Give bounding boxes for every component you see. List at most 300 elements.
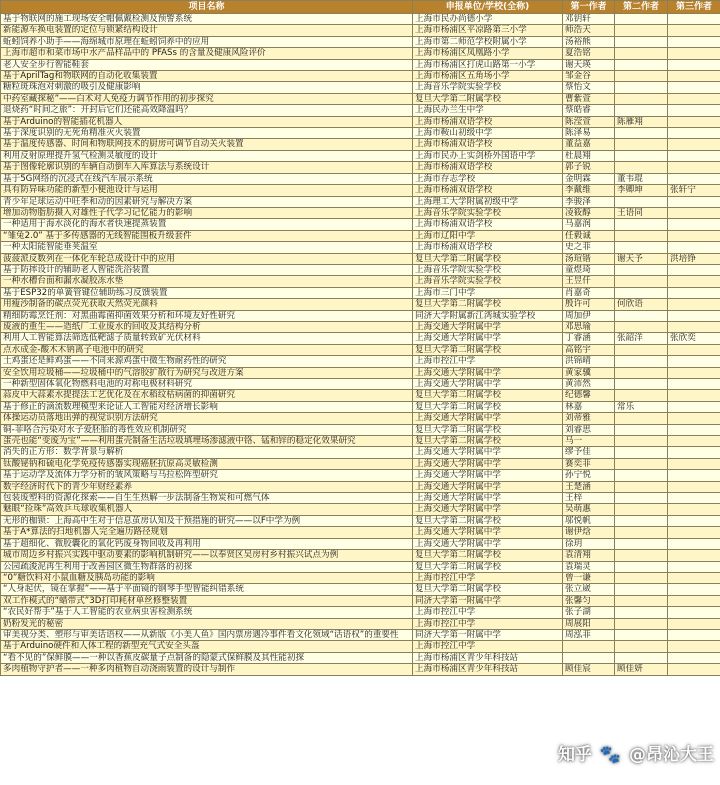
cell-first-author: 陈泽易 bbox=[563, 128, 615, 139]
cell-school: 复旦大学第二附属学校 bbox=[413, 436, 563, 447]
cell-project: 基于Arduino的智能插花机器人 bbox=[1, 116, 413, 127]
cell-third-author bbox=[668, 242, 720, 253]
cell-second-author: 王语同 bbox=[615, 207, 668, 218]
cell-third-author bbox=[668, 504, 720, 515]
table-row bbox=[1, 93, 720, 104]
cell-school: 上海音乐学院实验学校 bbox=[413, 207, 563, 218]
cell-second-author: 顾佳妍 bbox=[615, 664, 668, 675]
cell-project: 一种新型固体氧化物燃料电池的对称电极材料研究 bbox=[1, 379, 413, 390]
cell-school: 复旦大学第二附属学校 bbox=[413, 93, 563, 104]
cell-first-author: 刘睿思 bbox=[563, 424, 615, 435]
cell-school: 上海交通大学附属中学 bbox=[413, 527, 563, 538]
cell-school: 上海市第二师范学校附属小学 bbox=[413, 36, 563, 47]
table-row bbox=[1, 207, 720, 218]
table-row bbox=[1, 481, 720, 492]
cell-second-author bbox=[615, 344, 668, 355]
cell-project: 基于图像轮廓识别的车辆自动倒车入库算法与系统设计 bbox=[1, 162, 413, 173]
table-row bbox=[1, 561, 720, 572]
cell-second-author bbox=[615, 538, 668, 549]
cell-first-author: 郭子锐 bbox=[563, 162, 615, 173]
cell-school: 上海市杨浦双语学校 bbox=[413, 139, 563, 150]
cell-second-author bbox=[615, 36, 668, 47]
col-header-school: 申报单位/学校(全称) bbox=[413, 1, 563, 14]
cell-project: 用瘦沙制备的碳点荧光获取天然荧光颜料 bbox=[1, 299, 413, 310]
cell-project: 铜-菲咯合污染对水子爱胚胎的毒性效应机制研究 bbox=[1, 424, 413, 435]
cell-school: 同济大学第一附属中学 bbox=[413, 595, 563, 606]
cell-first-author: 缪予佳 bbox=[563, 447, 615, 458]
table-row bbox=[1, 447, 720, 458]
cell-school: 上海市民办尚德小学 bbox=[413, 14, 563, 25]
cell-school: 上海交通大学附属中学 bbox=[413, 367, 563, 378]
cell-first-author bbox=[563, 652, 615, 663]
cell-school: 上海市控江中学 bbox=[413, 641, 563, 652]
cell-third-author bbox=[668, 150, 720, 161]
cell-school: 复旦大学第二附属学校 bbox=[413, 424, 563, 435]
cell-second-author bbox=[615, 150, 668, 161]
table-row bbox=[1, 367, 720, 378]
cell-project: 一种太阳能智能垂荚温室 bbox=[1, 242, 413, 253]
cell-second-author bbox=[615, 607, 668, 618]
cell-project: 土鸡蛋还是鲜鸡蛋——不同来源鸡蛋中微生物耐药性的研究 bbox=[1, 356, 413, 367]
watermark-at: @ bbox=[629, 745, 646, 765]
cell-second-author bbox=[615, 618, 668, 629]
cell-project: 糖粒斑珠泡对刺激的吸引及健康影响 bbox=[1, 82, 413, 93]
cell-project: 基于防摔设计的辅助老人智能洗浴装置 bbox=[1, 264, 413, 275]
cell-third-author bbox=[668, 595, 720, 606]
cell-school: 上海交通大学附属中学 bbox=[413, 447, 563, 458]
cell-third-author bbox=[668, 527, 720, 538]
cell-third-author bbox=[668, 230, 720, 241]
cell-project: 退烧药“时间之旅”：开封后它们还能高效降温吗？ bbox=[1, 105, 413, 116]
cell-third-author bbox=[668, 162, 720, 173]
cell-second-author: 陈雁翔 bbox=[615, 116, 668, 127]
cell-third-author bbox=[668, 48, 720, 59]
cell-second-author bbox=[615, 390, 668, 401]
cell-third-author bbox=[668, 550, 720, 561]
cell-project: 数字经济时代下的青少年财经素养 bbox=[1, 481, 413, 492]
cell-second-author bbox=[615, 356, 668, 367]
cell-first-author: 任毅诚 bbox=[563, 230, 615, 241]
table-row bbox=[1, 242, 720, 253]
cell-third-author bbox=[668, 607, 720, 618]
table-row bbox=[1, 82, 720, 93]
cell-project: 包装废塑料的资源化探索——自生生热解一步法制备生物炭和可燃气体 bbox=[1, 493, 413, 504]
table-row bbox=[1, 105, 720, 116]
cell-third-author bbox=[668, 652, 720, 663]
cell-project: 无形的枷锁：上海高中生对于信息茧房认知及干预措施的研究——以F中学为例 bbox=[1, 515, 413, 526]
cell-first-author: 师浩天 bbox=[563, 25, 615, 36]
cell-school: 上海交通大学附属中学 bbox=[413, 470, 563, 481]
table-row bbox=[1, 150, 720, 161]
table-row bbox=[1, 607, 720, 618]
table-row bbox=[1, 401, 720, 412]
table-row bbox=[1, 379, 720, 390]
table-row bbox=[1, 14, 720, 25]
table-body bbox=[1, 14, 720, 676]
cell-school: 上海交通大学附属中学 bbox=[413, 493, 563, 504]
cell-school: 上海市杨浦双语学校 bbox=[413, 116, 563, 127]
cell-project: “农民好帮手”基于人工智能的农业病虫害检测系统 bbox=[1, 607, 413, 618]
cell-school: 上海市杨浦区五角场小学 bbox=[413, 71, 563, 82]
cell-first-author: 汤瑄锴 bbox=[563, 253, 615, 264]
cell-third-author bbox=[668, 310, 720, 321]
cell-first-author: 金明霖 bbox=[563, 173, 615, 184]
table-row bbox=[1, 310, 720, 321]
cell-second-author bbox=[615, 527, 668, 538]
table-row bbox=[1, 333, 720, 344]
cell-first-author: 邹金谷 bbox=[563, 71, 615, 82]
cell-school: 上海市民办上实剑桥外国语中学 bbox=[413, 150, 563, 161]
cell-first-author: 汤裕熊 bbox=[563, 36, 615, 47]
table-row bbox=[1, 185, 720, 196]
cell-project: 多肉植物守护者——一种多肉植物自动浇雨装置的设计与制作 bbox=[1, 664, 413, 675]
cell-school: 复旦大学第二附属学校 bbox=[413, 299, 563, 310]
cell-school: 上海市控江中学 bbox=[413, 356, 563, 367]
cell-school: 上海市杨浦双语学校 bbox=[413, 242, 563, 253]
cell-first-author: 马嘉润 bbox=[563, 219, 615, 230]
cell-first-author: 殷许可 bbox=[563, 299, 615, 310]
cell-school: 复旦大学第二附属学校 bbox=[413, 584, 563, 595]
cell-third-author bbox=[668, 116, 720, 127]
cell-second-author bbox=[615, 105, 668, 116]
table-row bbox=[1, 413, 720, 424]
cell-school: 上海市杨浦区凤凰路小学 bbox=[413, 48, 563, 59]
cell-school: 复旦大学第二附属学校 bbox=[413, 515, 563, 526]
cell-third-author bbox=[668, 481, 720, 492]
cell-school: 上海市控江中学 bbox=[413, 572, 563, 583]
watermark bbox=[558, 740, 714, 765]
cell-project: 基于深度识别的无死角精准灭火装置 bbox=[1, 128, 413, 139]
cell-project: 蚯蚓饲养小助手——海绵城市原理在蚯蚓饲养中的应用 bbox=[1, 36, 413, 47]
cell-second-author bbox=[615, 584, 668, 595]
cell-first-author: 李骏泽 bbox=[563, 196, 615, 207]
cell-second-author bbox=[615, 504, 668, 515]
cell-project: 基于修正的滴流数理模型来论证人工智能对经济增长影响 bbox=[1, 401, 413, 412]
cell-project: 老人安全步行智能鞋套 bbox=[1, 59, 413, 70]
cell-third-author bbox=[668, 321, 720, 332]
watermark-author: 昂沁大王 bbox=[646, 745, 714, 765]
cell-third-author: 张轩宁 bbox=[668, 185, 720, 196]
cell-first-author: 袁清翔 bbox=[563, 550, 615, 561]
cell-project: 蛋壳也能“变废为宝”——利用蛋壳制备生活垃圾填埋场渗滤液中铬、锰和锌的稳定化效果研究 bbox=[1, 436, 413, 447]
cell-third-author bbox=[668, 584, 720, 595]
cell-second-author bbox=[615, 48, 668, 59]
cell-first-author: 顾佳宸 bbox=[563, 664, 615, 675]
cell-third-author bbox=[668, 561, 720, 572]
cell-project: 基于运动学及流体力学分析的皱风策略与马拉松阵型研究 bbox=[1, 470, 413, 481]
cell-second-author bbox=[615, 219, 668, 230]
cell-first-author: 陈滢萱 bbox=[563, 116, 615, 127]
cell-third-author bbox=[668, 105, 720, 116]
cell-third-author bbox=[668, 25, 720, 36]
cell-third-author: 洪培铮 bbox=[668, 253, 720, 264]
cell-second-author bbox=[615, 550, 668, 561]
table-row bbox=[1, 36, 720, 47]
cell-first-author: 纪德馨 bbox=[563, 390, 615, 401]
cell-third-author bbox=[668, 538, 720, 549]
cell-first-author: 杜晨翔 bbox=[563, 150, 615, 161]
table-row bbox=[1, 264, 720, 275]
cell-second-author bbox=[615, 287, 668, 298]
cell-second-author bbox=[615, 515, 668, 526]
cell-second-author bbox=[615, 629, 668, 640]
cell-school: 上海市杨浦区打虎山路第一小学 bbox=[413, 59, 563, 70]
cell-third-author bbox=[668, 128, 720, 139]
table-row bbox=[1, 515, 720, 526]
cell-project: 魅眼“捡珠”高效乒乓球收集机器人 bbox=[1, 504, 413, 515]
cell-third-author bbox=[668, 664, 720, 675]
cell-third-author bbox=[668, 264, 720, 275]
cell-second-author bbox=[615, 470, 668, 481]
cell-second-author bbox=[615, 59, 668, 70]
cell-third-author bbox=[668, 344, 720, 355]
cell-first-author: 洪锦晴 bbox=[563, 356, 615, 367]
table-row bbox=[1, 276, 720, 287]
cell-first-author: 高铭宇 bbox=[563, 344, 615, 355]
cell-second-author bbox=[615, 230, 668, 241]
col-header-first-author: 第一作者 bbox=[563, 1, 615, 14]
cell-school: 上海交通大学附属中学 bbox=[413, 481, 563, 492]
paw-icon: 🐾 bbox=[599, 745, 622, 765]
table-row bbox=[1, 629, 720, 640]
cell-school: 上海市三门中学 bbox=[413, 287, 563, 298]
cell-school: 上海市杨浦区青少年科技站 bbox=[413, 652, 563, 663]
cell-first-author: 夏浩铭 bbox=[563, 48, 615, 59]
table-row bbox=[1, 572, 720, 583]
cell-first-author: 周泓菲 bbox=[563, 629, 615, 640]
cell-school: 上海市控江中学 bbox=[413, 618, 563, 629]
cell-project: 利用反射原理提升氢气检测灵敏度的设计 bbox=[1, 150, 413, 161]
cell-second-author: 张韶洋 bbox=[615, 333, 668, 344]
cell-project: 基于ESP32的单簧管键位辅助练习反馈装置 bbox=[1, 287, 413, 298]
col-header-second-author: 第二作者 bbox=[615, 1, 668, 14]
cell-project: 体操运动员落地出弹的视觉识别方法研究 bbox=[1, 413, 413, 424]
cell-school: 复旦大学第二附属学校 bbox=[413, 401, 563, 412]
cell-third-author bbox=[668, 356, 720, 367]
cell-third-author bbox=[668, 413, 720, 424]
cell-second-author bbox=[615, 128, 668, 139]
cell-first-author: 曾一谦 bbox=[563, 572, 615, 583]
cell-second-author bbox=[615, 139, 668, 150]
table-row bbox=[1, 321, 720, 332]
cell-second-author bbox=[615, 310, 668, 321]
cell-second-author bbox=[615, 424, 668, 435]
cell-third-author bbox=[668, 447, 720, 458]
cell-project: 利用人工智能算法筛选低靶滤子质量转致矿光伏材料 bbox=[1, 333, 413, 344]
cell-second-author bbox=[615, 572, 668, 583]
cell-third-author bbox=[668, 219, 720, 230]
cell-first-author: 王昱仟 bbox=[563, 276, 615, 287]
table-row bbox=[1, 527, 720, 538]
cell-project: 中药室藏探秘”——白术对人免疫力调节作用的初步探究 bbox=[1, 93, 413, 104]
cell-second-author bbox=[615, 595, 668, 606]
cell-second-author bbox=[615, 264, 668, 275]
cell-school: 上海市鞍山初级中学 bbox=[413, 128, 563, 139]
cell-project: 基于A*算法的扫地机器人完全遍历路径规划 bbox=[1, 527, 413, 538]
cell-third-author bbox=[668, 93, 720, 104]
cell-first-author: 王梓 bbox=[563, 493, 615, 504]
cell-third-author bbox=[668, 299, 720, 310]
cell-school: 上海市辽阳中学 bbox=[413, 230, 563, 241]
table-row bbox=[1, 173, 720, 184]
col-header-project: 项目名称 bbox=[1, 1, 413, 14]
cell-school: 上海市杨浦双语学校 bbox=[413, 219, 563, 230]
table-row bbox=[1, 59, 720, 70]
cell-third-author: 张欣奕 bbox=[668, 333, 720, 344]
cell-second-author bbox=[615, 71, 668, 82]
cell-third-author bbox=[668, 276, 720, 287]
cell-first-author: 黄沛然 bbox=[563, 379, 615, 390]
cell-second-author bbox=[615, 82, 668, 93]
cell-first-author: 林嘉 bbox=[563, 401, 615, 412]
cell-school: 上海交通大学附属中学 bbox=[413, 379, 563, 390]
cell-project: 上海市超市和菜市场中水产品样品中的 PFASs 的含量及健康风险评价 bbox=[1, 48, 413, 59]
cell-second-author bbox=[615, 458, 668, 469]
cell-first-author: 谢天瑛 bbox=[563, 59, 615, 70]
cell-project: 基于Arduino硬件和人体工程的新型充气式安全头盔 bbox=[1, 641, 413, 652]
cell-first-author: 张立崴 bbox=[563, 584, 615, 595]
cell-first-author: 丁睿涵 bbox=[563, 333, 615, 344]
cell-third-author bbox=[668, 458, 720, 469]
cell-first-author: 邬悦帆 bbox=[563, 515, 615, 526]
cell-project: “0”糖饮料对小鼠血糖及胰岛功能的影响 bbox=[1, 572, 413, 583]
cell-third-author bbox=[668, 207, 720, 218]
cell-project: 审美视分类、塑形与审美话语权——从新版《小美人鱼》国内票房遇冷事件看文化领域“话语权”的重要性 bbox=[1, 629, 413, 640]
cell-third-author bbox=[668, 390, 720, 401]
cell-first-author: 赛奕菲 bbox=[563, 458, 615, 469]
table-row bbox=[1, 230, 720, 241]
cell-project: 基于5G网络的沉浸式在线汽车展示系统 bbox=[1, 173, 413, 184]
table-header-row bbox=[1, 1, 720, 14]
cell-third-author bbox=[668, 379, 720, 390]
cell-second-author: 何欣语 bbox=[615, 299, 668, 310]
table-row bbox=[1, 424, 720, 435]
cell-project: 蒜皮中大蒜素水提提法工艺优化及在水稻纹枯病菌的抑菌研究 bbox=[1, 390, 413, 401]
cell-second-author: 李卿坤 bbox=[615, 185, 668, 196]
cell-first-author: 邓钥轩 bbox=[563, 14, 615, 25]
table-row bbox=[1, 48, 720, 59]
cell-first-author: 袁瑞灵 bbox=[563, 561, 615, 572]
cell-second-author bbox=[615, 196, 668, 207]
table-row bbox=[1, 436, 720, 447]
cell-second-author bbox=[615, 25, 668, 36]
cell-school: 复旦大学第二附属学校 bbox=[413, 344, 563, 355]
table-row bbox=[1, 652, 720, 663]
cell-third-author bbox=[668, 59, 720, 70]
cell-project: 双工作模式的“蜡带式”3D打印耗材单丝修整装置 bbox=[1, 595, 413, 606]
cell-first-author: 谢伊焓 bbox=[563, 527, 615, 538]
cell-project: 奶粉发光的秘密 bbox=[1, 618, 413, 629]
cell-project: 安全饮用垃圾桶——垃圾桶中的气溶胶扩散行为研究与改进方案 bbox=[1, 367, 413, 378]
table-row bbox=[1, 538, 720, 549]
cell-first-author: 李戴维 bbox=[563, 185, 615, 196]
cell-first-author: 刘蒂雅 bbox=[563, 413, 615, 424]
table-row bbox=[1, 493, 720, 504]
cell-school: 复旦大学第二附属学校 bbox=[413, 390, 563, 401]
cell-school: 同济大学附属新江湾城实验学校 bbox=[413, 310, 563, 321]
cell-school: 上海音乐学院实验学校 bbox=[413, 264, 563, 275]
cell-project: 废液的重生——造纸厂工业废水的回收及其结构分析 bbox=[1, 321, 413, 332]
cell-project: “雏兔2.0” 基于多传感器的无线智能围板升级套件 bbox=[1, 230, 413, 241]
cell-first-author: 周展阳 bbox=[563, 618, 615, 629]
table-row bbox=[1, 253, 720, 264]
table-row bbox=[1, 139, 720, 150]
table-row bbox=[1, 550, 720, 561]
cell-project: “人身起伏，镜在掌握”——基于平面镜的钢琴手型智能纠错系统 bbox=[1, 584, 413, 595]
cell-project: 新能源车换电装置的定位与锁紧结构设计 bbox=[1, 25, 413, 36]
cell-project: 菠菠派反数列在一体化车轮总成设计中的应用 bbox=[1, 253, 413, 264]
cell-third-author bbox=[668, 515, 720, 526]
cell-project: 钛酸铋钠和硫电化学免疫传感器实现癌胚抗原高灵敏检测 bbox=[1, 458, 413, 469]
cell-third-author bbox=[668, 139, 720, 150]
table-row bbox=[1, 504, 720, 515]
cell-school: 复旦大学第二附属学校 bbox=[413, 550, 563, 561]
table-row bbox=[1, 344, 720, 355]
cell-third-author bbox=[668, 82, 720, 93]
cell-school: 上海交通大学附属中学 bbox=[413, 321, 563, 332]
table-row bbox=[1, 641, 720, 652]
cell-third-author bbox=[668, 618, 720, 629]
cell-first-author bbox=[563, 641, 615, 652]
cell-third-author bbox=[668, 629, 720, 640]
cell-first-author: 凌筱醇 bbox=[563, 207, 615, 218]
table-row bbox=[1, 664, 720, 675]
table-row bbox=[1, 196, 720, 207]
cell-project: 基于温度传感器、时间和物联网技术的厨房可调节自动关火装置 bbox=[1, 139, 413, 150]
cell-first-author: 张馨匀 bbox=[563, 595, 615, 606]
cell-first-author: 蔡怡文 bbox=[563, 82, 615, 93]
cell-school: 上海市杨浦区平凉路第三小学 bbox=[413, 25, 563, 36]
table-row bbox=[1, 356, 720, 367]
cell-first-author: 童煜琦 bbox=[563, 264, 615, 275]
cell-project: 精细防霉烹饪剂：对黑曲霉菌抑菌效果分析和环境友好性研究 bbox=[1, 310, 413, 321]
cell-school: 上海民办兰生中学 bbox=[413, 105, 563, 116]
cell-second-author: 常乐 bbox=[615, 401, 668, 412]
cell-first-author: 周加伊 bbox=[563, 310, 615, 321]
cell-project: “看不见的”保鲜膜——一种以香蕉皮碳量子点制备的隐蒙式保鲜膜及其性能初探 bbox=[1, 652, 413, 663]
table-row bbox=[1, 299, 720, 310]
cell-school: 上海市存志学校 bbox=[413, 173, 563, 184]
cell-first-author: 马一 bbox=[563, 436, 615, 447]
cell-school: 上海市杨浦双语学校 bbox=[413, 185, 563, 196]
cell-third-author bbox=[668, 173, 720, 184]
cell-third-author bbox=[668, 14, 720, 25]
cell-school: 上海市杨浦双语学校 bbox=[413, 162, 563, 173]
cell-third-author bbox=[668, 641, 720, 652]
cell-second-author bbox=[615, 162, 668, 173]
cell-school: 复旦大学第二附属学校 bbox=[413, 561, 563, 572]
cell-first-author: 孙宁悦 bbox=[563, 470, 615, 481]
cell-second-author: 谢天予 bbox=[615, 253, 668, 264]
cell-project: 消失的正方形：数学背景与解析 bbox=[1, 447, 413, 458]
cell-third-author bbox=[668, 196, 720, 207]
cell-school: 上海交通大学附属中学 bbox=[413, 538, 563, 549]
cell-second-author bbox=[615, 93, 668, 104]
table-row bbox=[1, 390, 720, 401]
cell-third-author bbox=[668, 287, 720, 298]
cell-school: 复旦大学第二附属学校 bbox=[413, 253, 563, 264]
table-row bbox=[1, 71, 720, 82]
cell-school: 上海交通大学附属中学 bbox=[413, 333, 563, 344]
table-row bbox=[1, 287, 720, 298]
table-row bbox=[1, 595, 720, 606]
table-row bbox=[1, 128, 720, 139]
cell-second-author bbox=[615, 652, 668, 663]
cell-school: 上海交通大学附属中学 bbox=[413, 458, 563, 469]
cell-project: 基于AprilTag和物联网的自动化收集装置 bbox=[1, 71, 413, 82]
cell-project: 一种水槽台面和漏水凝胶冻水垫 bbox=[1, 276, 413, 287]
cell-school: 上海理工大学附属初级中学 bbox=[413, 196, 563, 207]
